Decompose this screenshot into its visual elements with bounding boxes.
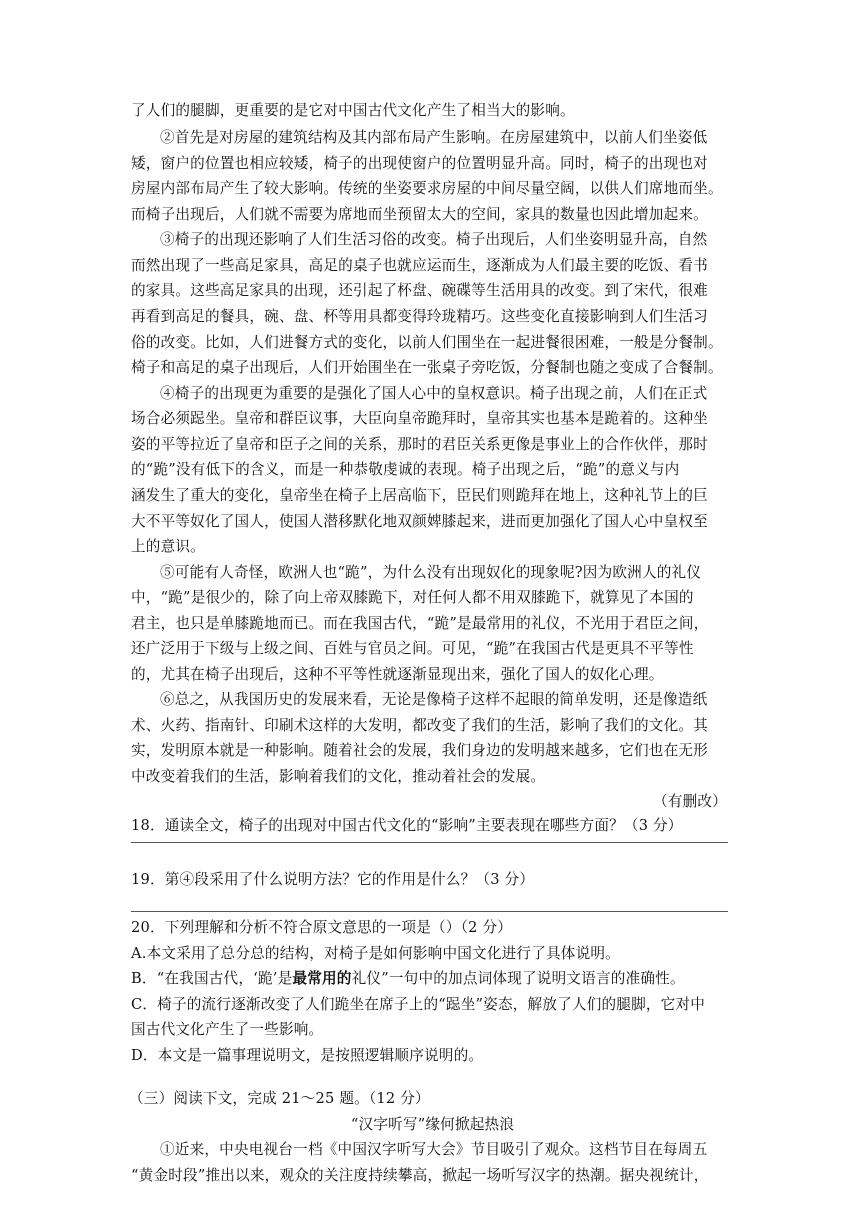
article-line: 中，“跪”是很少的，除了向上帝双膝跪下，对任何人都不用双膝跪下，就算见了本国的 <box>131 589 694 606</box>
section-3-intro: （三）阅读下文，完成 21～25 题。（12 分） <box>129 1090 430 1107</box>
option-a: A.本文采用了总分总的结构，对椅子是如何影响中国文化进行了具体说明。 <box>131 945 620 962</box>
article-line: 的“跪”没有低下的含义，而是一种恭敬虔诚的表现。椅子出现之后，“跪”的意义与内 <box>131 461 680 478</box>
section-3-title: “汉字听写”缘何掀起热浪 <box>350 1116 515 1133</box>
article-line: 椅子和高足的桌子出现后，人们开始围坐在一张桌子旁吃饭，分餐制也随之变成了合餐制。 <box>131 359 723 376</box>
source-note: （有删改） <box>653 793 727 810</box>
article-line: 而椅子出现后，人们就不需要为席地而坐预留太大的空间，家具的数量也因此增加起来。 <box>131 206 708 223</box>
answer-line-18[interactable] <box>131 842 728 843</box>
article-line: 场合必须跽坐。皇帝和群臣议事，大臣向皇帝跪拜时，皇帝其实也基本是跪着的。这种坐 <box>131 410 708 427</box>
option-d: D．本文是一篇事理说明文，是按照逻辑顺序说明的。 <box>131 1047 484 1064</box>
article-line: 矮，窗户的位置也相应较矮，椅子的出现使窗户的位置明显升高。同时，椅子的出现也对 <box>131 155 708 172</box>
article-line: 实，发明原本就是一种影响。随着社会的发展，我们身边的发明越来越多，它们也在无形 <box>131 742 708 759</box>
paragraph-4-line: ④椅子的出现更为重要的是强化了国人心中的皇权意识。椅子出现之前，人们在正式 <box>160 385 708 402</box>
question-19: 19．第④段采用了什么说明方法？它的作用是什么？（3 分） <box>131 871 535 888</box>
article-line: 涵发生了重大的变化，皇帝坐在椅子上居高临下，臣民们则跪拜在地上，这种礼节上的巨 <box>131 487 708 504</box>
section-3-paragraph-1-line: ①近来，中央电视台一档《中国汉字听写大会》节目吸引了观众。这档节目在每周五 <box>160 1141 708 1158</box>
paragraph-5-line: ⑤可能有人奇怪，欧洲人也“跪”，为什么没有出现奴化的现象呢?因为欧洲人的礼仪 <box>160 564 702 581</box>
option-c-cont: 国古代文化产生了一些影响。 <box>131 1021 324 1038</box>
article-line: 俗的改变。比如，人们进餐方式的变化，以前人们围坐在一起进餐很困难，一般是分餐制。 <box>131 334 723 351</box>
answer-line-19[interactable] <box>131 911 728 912</box>
question-18: 18．通读全文，椅子的出现对中国古代文化的“影响”主要表现在哪些方面？（3 分） <box>131 817 683 834</box>
article-line: 房屋内部布局产生了较大影响。传统的坐姿要求房屋的中间尽量空阔，以供人们席地而坐。 <box>131 180 723 197</box>
option-b-dotted-words: 最常用的 <box>292 970 352 987</box>
article-line: 术、火药、指南针、印刷术这样的大发明，都改变了我们的生活，影响了我们的文化。其 <box>131 717 708 734</box>
article-line: 姿的平等拉近了皇帝和臣子之间的关系，那时的君臣关系更像是事业上的合作伙伴，那时 <box>131 436 708 453</box>
option-b-text-end: 礼仪”一句中的加点词体现了说明文语言的准确性。 <box>351 970 685 987</box>
paragraph-2-line: ②首先是对房屋的建筑结构及其内部布局产生影响。在房屋建筑中，以前人们坐姿低 <box>160 129 708 146</box>
paragraph-3-line: ③椅子的出现还影响了人们生活习俗的改变。椅子出现后，人们坐姿明显升高，自然 <box>160 231 708 248</box>
article-line: 的家具。这些高足家具的出现，还引起了杯盘、碗碟等生活用具的改变。到了宋代，很难 <box>131 282 708 299</box>
article-line: 上的意识。 <box>131 538 205 555</box>
article-line: 中改变着我们的生活，影响着我们的文化，推动着社会的发展。 <box>131 768 546 785</box>
article-line: 再看到高足的餐具，碗、盘、杯等用具都变得玲珑精巧。这些变化直接影响到人们生活习 <box>131 308 708 325</box>
article-line: 还广泛用于下级与上级之间、百姓与官员之间。可见，“跪”在我国古代是更具不平等性 <box>131 640 694 657</box>
paragraph-6-line: ⑥总之，从我国历史的发展来看，无论是像椅子这样不起眼的简单发明，还是像造纸 <box>160 691 708 708</box>
article-line: 大不平等奴化了国人，使国人潜移默化地双颜婢膝起来，进而更加强化了国人心中皇权至 <box>131 513 708 530</box>
article-line: 君主，也只是单膝跪地而已。而在我国古代，“跪”是最常用的礼仪，不光用于君臣之间， <box>131 615 709 632</box>
article-line: 而然出现了一些高足家具，高足的桌子也就应运而生，逐渐成为人们最主要的吃饭、看书 <box>131 257 708 274</box>
question-20: 20．下列理解和分析不符合原文意思的一项是（）（2 分） <box>131 919 513 936</box>
option-b-text: B．“在我国古代，‘跪’是 <box>131 970 293 987</box>
article-line: 的，尤其在椅子出现后，这种不平等性就逐渐显现出来，强化了国人的奴化心理。 <box>131 666 664 683</box>
article-line: 了人们的腿脚，更重要的是它对中国古代文化产生了相当大的影响。 <box>131 102 575 119</box>
option-c: C．椅子的流行逐渐改变了人们跪坐在席子上的“跽坐”姿态，解放了人们的腿脚，它对中 <box>131 996 706 1013</box>
section-3-line: “黄金时段”推出以来，观众的关注度持续攀高，掀起一场听写汉字的热潮。据央视统计， <box>131 1167 709 1184</box>
option-b <box>131 967 729 991</box>
